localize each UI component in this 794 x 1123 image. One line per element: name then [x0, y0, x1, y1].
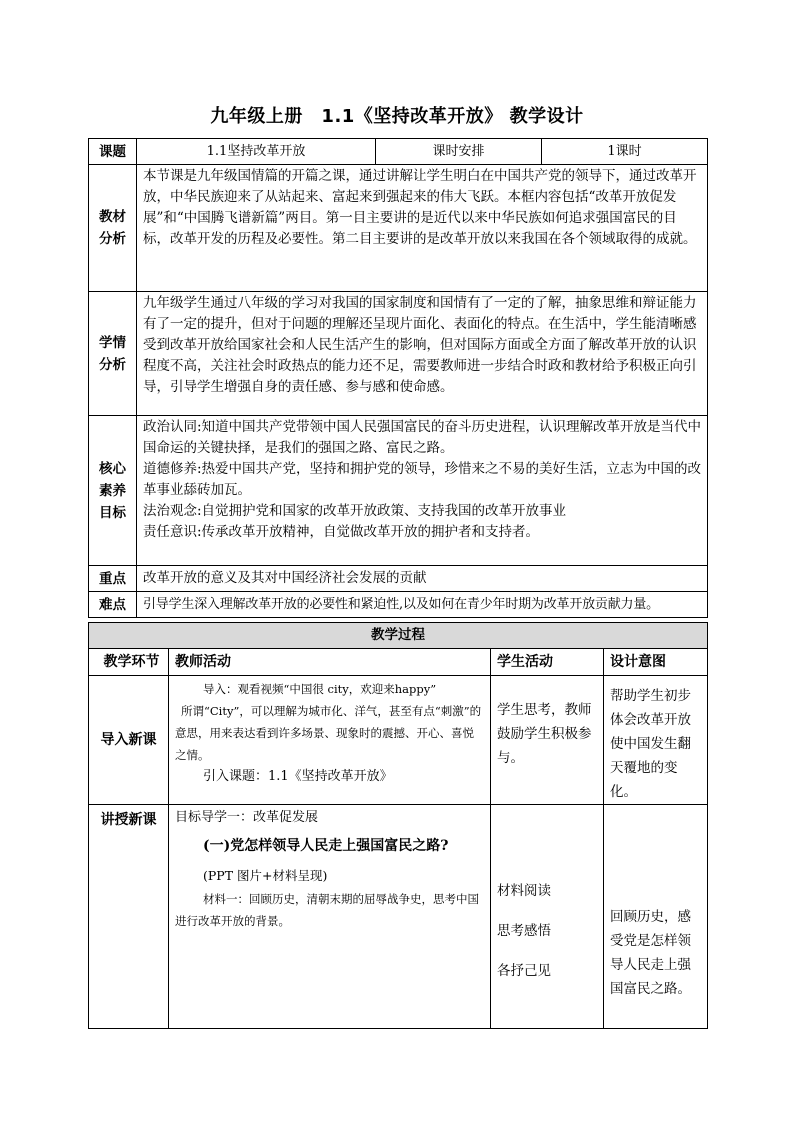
lecture-row: [89, 805, 708, 1029]
topic-row: [89, 139, 708, 165]
literacy-goal-moral: 道德修养:热爱中国共产党，坚持和拥护党的领导，珍惜来之不易的美好生活，立志为中国的改革事业舔砖加瓦。: [143, 461, 702, 498]
intro-teacher-lead: 导入：观看视频“中国很 city，欢迎来happy”: [203, 682, 437, 696]
student-activity-discuss: 各抒己见: [497, 963, 551, 979]
header-intent: 设计意图: [604, 649, 708, 676]
intro-teacher-topic: 引入课题：1.1《坚持改革开放》: [203, 769, 393, 784]
material-text: 本节课是九年级国情篇的开篇之课，通过讲解让学生明白在中国共产党的领导下，通过改革开放，中华民族迎来了从站起来、富起来到强起来的伟大飞跃。本框内容包括“改革开放促发展”和“中国腾飞谱新篇”两目。第一目主要讲的是近代以来中华民族如何追求强国富民的目标，改革开发的历程及必要性。第二目主要讲的是改革开放以来我国在各个领域取得的成就。: [137, 165, 708, 292]
lecture-ppt-note: (PPT 图片+材料呈现): [203, 868, 328, 883]
literacy-row: [89, 416, 708, 566]
lecture-intent: 回顾历史，感受党是怎样领导人民走上强国富民之路。: [604, 805, 708, 1029]
process-table: [88, 622, 708, 1029]
key-point-label: 重点: [89, 566, 137, 592]
intro-intent: 帮助学生初步体会改革开放使中国发生翻天覆地的变化。: [604, 676, 708, 805]
difficulty-row: [89, 592, 708, 618]
students-row: [89, 292, 708, 416]
header-student: 学生活动: [491, 649, 604, 676]
material-label: 教材 分析: [89, 165, 137, 292]
difficulty-text: 引导学生深入理解改革开放的必要性和紧迫性,以及如何在青少年时期为改革开放贡献力量。: [137, 592, 708, 618]
lecture-goal: 目标导学一：改革促发展: [175, 810, 319, 825]
header-teacher: 教师活动: [169, 649, 491, 676]
literacy-goal-law: 法治观念:自觉拥护党和国家的改革开放政策、支持我国的改革开放事业: [143, 503, 567, 519]
schedule-value: 1课时: [542, 139, 708, 165]
lecture-question: (一)党怎样领导人民走上强国富民之路?: [203, 838, 449, 854]
material-row: [89, 165, 708, 292]
intro-teacher: [169, 676, 491, 805]
intro-teacher-explain: 所谓“City”，可以理解为城市化、洋气，甚至有点“刺激”的意思，用来表达看到许多场景、现象时的震撼、开心、喜悦之情。: [175, 704, 482, 762]
literacy-goals: [137, 416, 708, 566]
page-title: 九年级上册 1.1《坚持改革开放》 教学设计: [210, 106, 584, 127]
header-stage: 教学环节: [89, 649, 169, 676]
lecture-stage: 讲授新课: [89, 805, 169, 1029]
key-point-row: [89, 566, 708, 592]
schedule-label: 课时安排: [376, 139, 542, 165]
difficulty-label: 难点: [89, 592, 137, 618]
student-activity-reflect: 思考感悟: [497, 923, 551, 939]
lecture-student: [491, 805, 604, 1029]
intro-row: [89, 676, 708, 805]
lecture-material: 材料一：回顾历史，清朝末期的屈辱战争史，思考中国进行改革开放的背景。: [175, 892, 479, 928]
students-text: 九年级学生通过八年级的学习对我国的国家制度和国情有了一定的了解，抽象思维和辩证能力有了一定的提升，但对于问题的理解还呈现片面化、表面化的特点。在生活中，学生能清晰感受到改革开放给国家社会和人民生活产生的影响，但对国际方面或全方面了解改革开放的认识程度不高，关注社会时政热点的能力还不足，需要教师进一步结合时政和教材给予积极正向引导，引导学生增强自身的责任感、参与感和使命感。: [137, 292, 708, 416]
lecture-teacher: [169, 805, 491, 1029]
intro-student: 学生思考，教师鼓励学生积极参与。: [491, 676, 604, 805]
literacy-goal-responsibility: 责任意识:传承改革开放精神，自觉做改革开放的拥护者和支持者。: [143, 524, 540, 540]
intro-stage: 导入新课: [89, 676, 169, 805]
topic-label: 课题: [89, 139, 137, 165]
key-point-text: 改革开放的意义及其对中国经济社会发展的贡献: [137, 566, 708, 592]
topic-value: 1.1坚持改革开放: [137, 139, 376, 165]
lesson-info-table: [88, 138, 708, 618]
literacy-goal-political: 政治认同:知道中国共产党带领中国人民强国富民的奋斗历史进程，认识理解改革开放是当代中国命运的关键抉择，是我们的强国之路、富民之路。: [143, 419, 702, 456]
process-title: 教学过程: [89, 623, 708, 649]
process-header-row: [89, 649, 708, 676]
literacy-label: 核心 素养 目标: [89, 416, 137, 566]
students-label: 学情 分析: [89, 292, 137, 416]
student-activity-reading: 材料阅读: [497, 883, 551, 899]
